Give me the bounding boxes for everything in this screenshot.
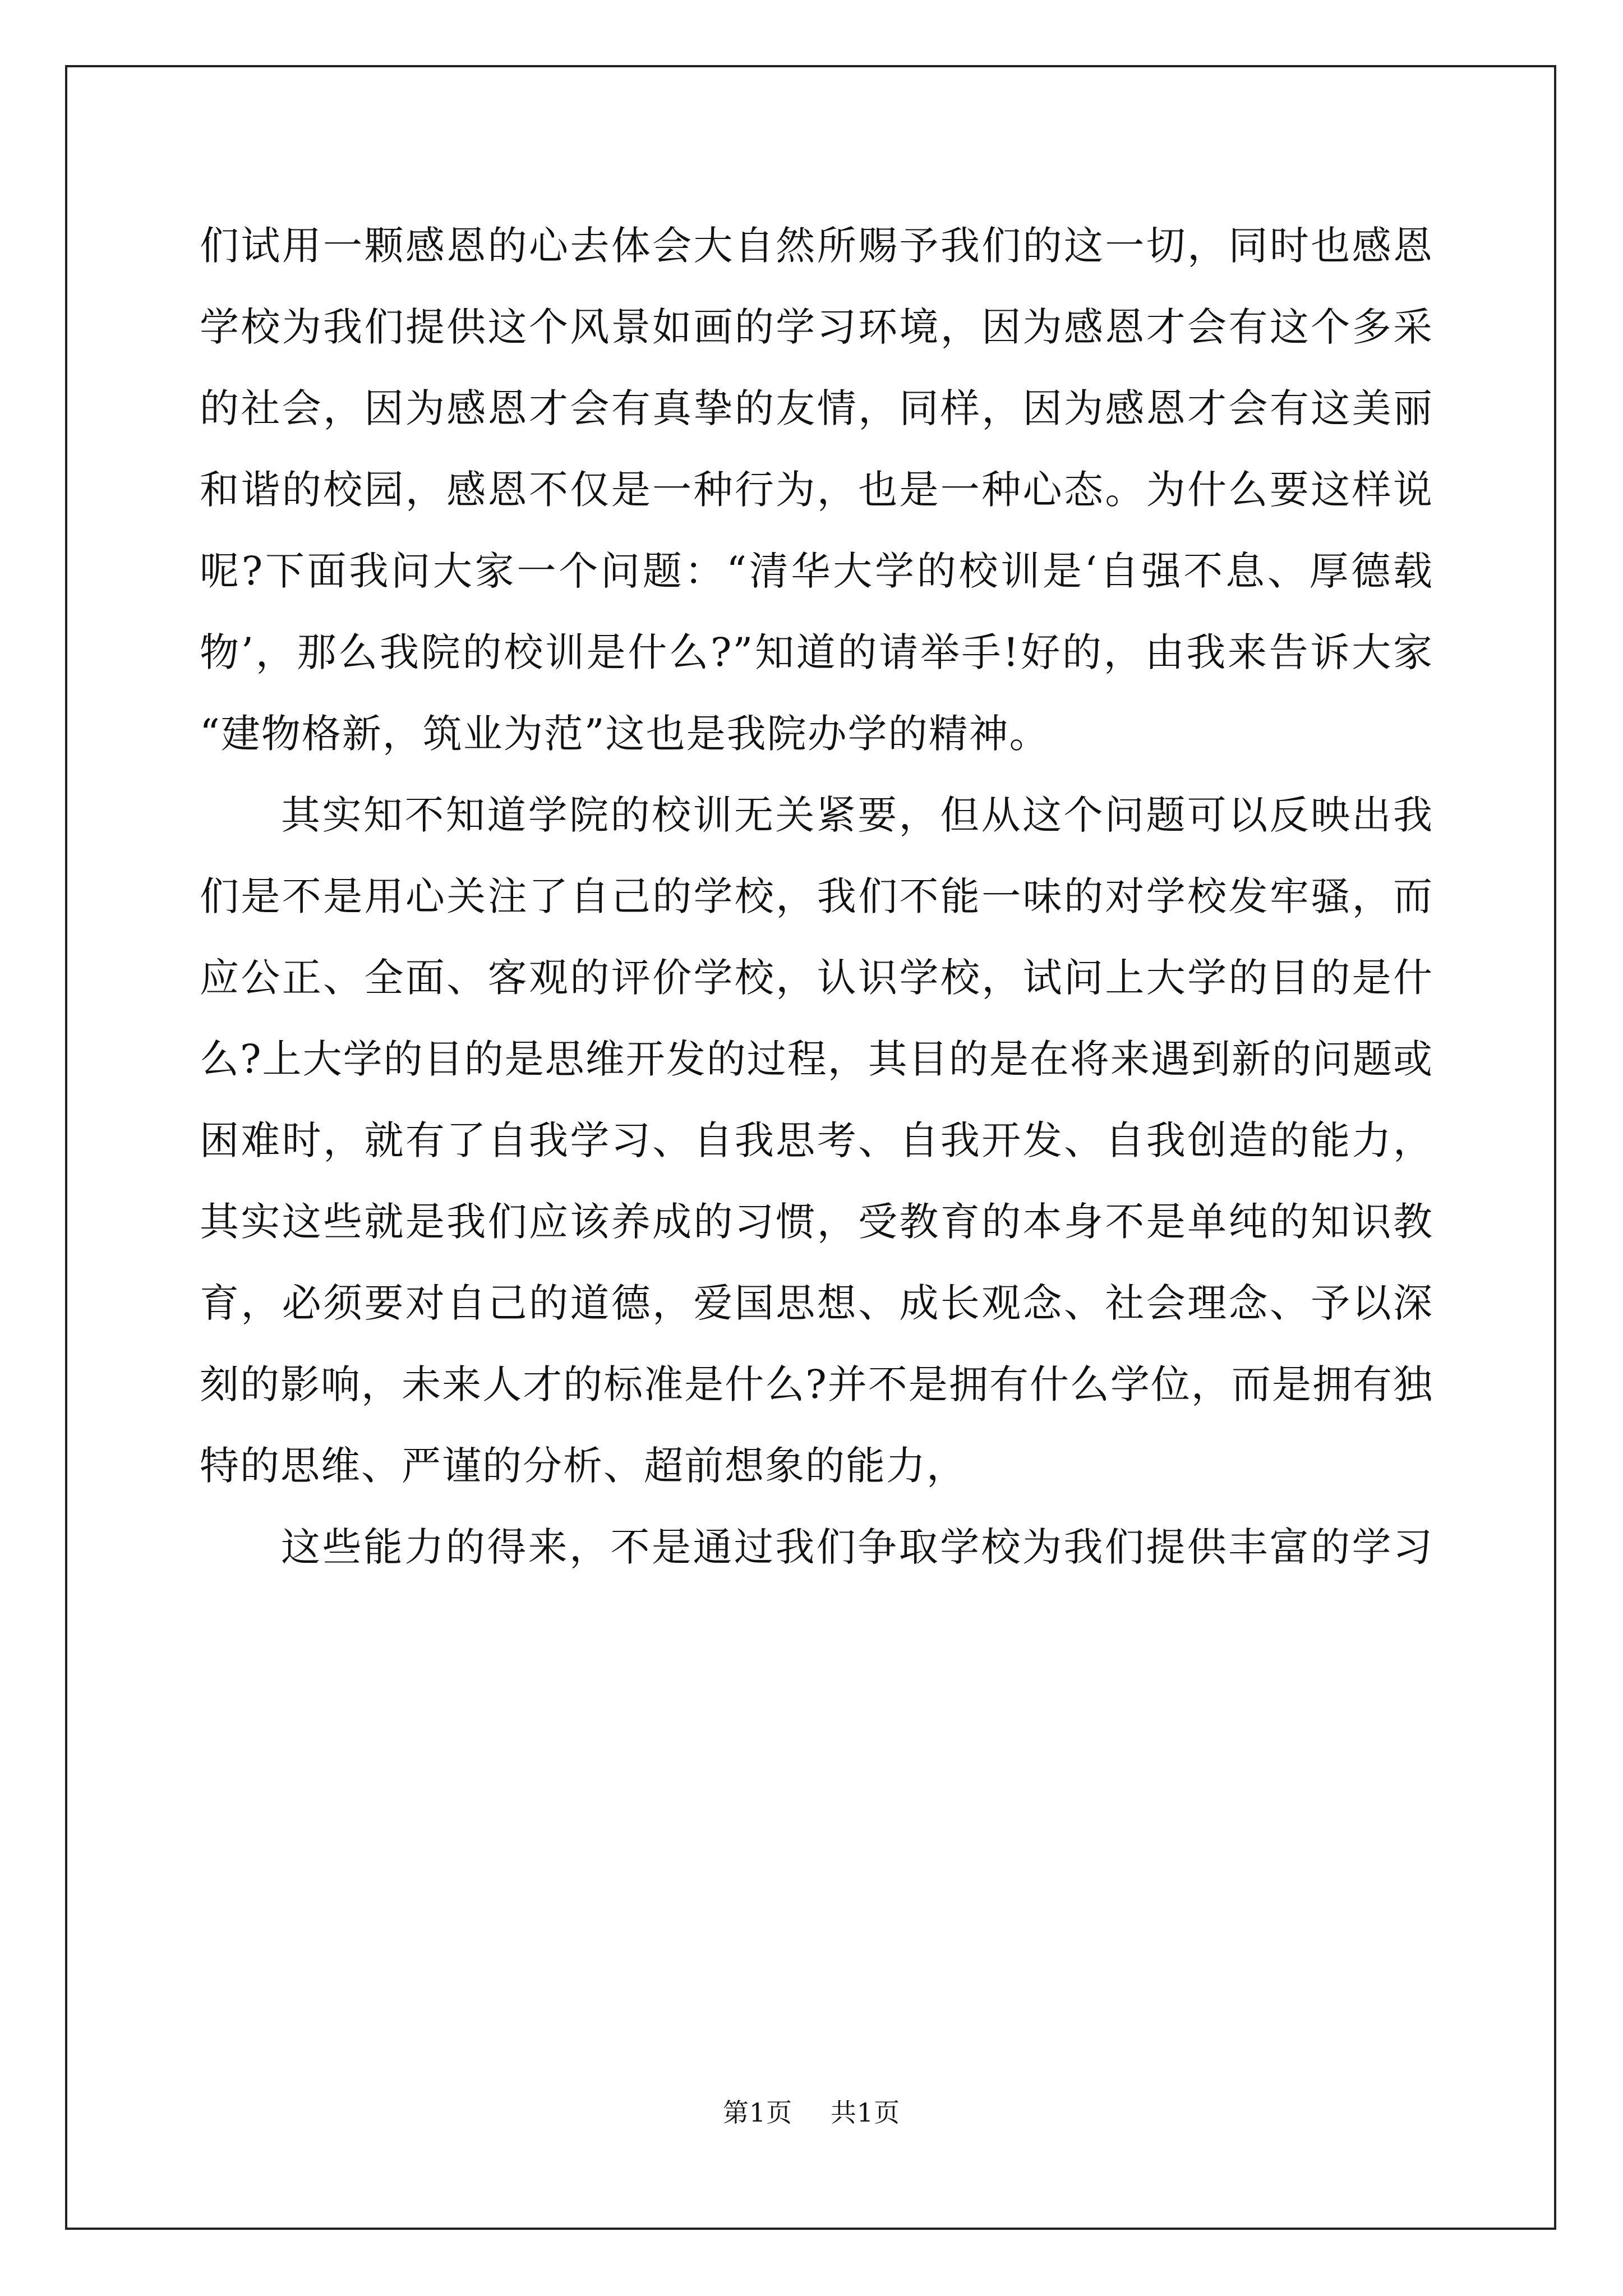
text-line: 这些能力的得来，不是通过我们争取学校为我们提供丰富的学习 — [281, 1524, 1433, 1570]
text-line: 困难时，就有了自我学习、自我思考、自我开发、自我创造的能力， — [200, 1117, 1433, 1163]
text-line: “建物格新，筑业为范”这也是我院办学的精神。 — [200, 711, 1050, 757]
text-line: 们是不是用心关注了自己的学校，我们不能一味的对学校发牢骚，而 — [200, 873, 1433, 919]
text-line: 物’，那么我院的校训是什么?”知道的请举手!好的，由我来告诉大家 — [200, 629, 1433, 675]
paragraph-3 — [200, 1507, 1433, 1588]
text-line: 其实这些就是我们应该养成的习惯，受教育的本身不是单纯的知识教 — [200, 1199, 1433, 1245]
page-number-current: 第1页 — [722, 2097, 793, 2128]
page-number-total: 共1页 — [830, 2097, 901, 2128]
text-line: 其实知不知道学院的校训无关紧要，但从这个问题可以反映出我 — [281, 792, 1433, 838]
text-line: 呢?下面我问大家一个问题：“清华大学的校训是‘自强不息、厚德载 — [200, 548, 1433, 594]
paragraph-1 — [200, 205, 1433, 775]
text-line: 和谐的校园，感恩不仅是一种行为，也是一种心态。为什么要这样说 — [200, 467, 1433, 513]
paragraph-2 — [200, 775, 1433, 1507]
text-line: 的社会，因为感恩才会有真挚的友情，同样，因为感恩才会有这美丽 — [200, 385, 1433, 431]
page-footer — [0, 2096, 1623, 2129]
text-line: 育，必须要对自己的道德，爱国思想、成长观念、社会理念、予以深 — [200, 1280, 1433, 1326]
document-body — [200, 205, 1433, 1588]
text-line: 刻的影响，未来人才的标准是什么?并不是拥有什么学位，而是拥有独 — [200, 1361, 1433, 1407]
text-line: 们试用一颗感恩的心去体会大自然所赐予我们的这一切，同时也感恩 — [200, 223, 1433, 269]
text-line: 么?上大学的目的是思维开发的过程，其目的是在将来遇到新的问题或 — [200, 1036, 1433, 1082]
text-line: 特的思维、严谨的分析、超前想象的能力， — [200, 1443, 967, 1489]
text-line: 应公正、全面、客观的评价学校，认识学校，试问上大学的目的是什 — [200, 955, 1433, 1001]
text-line: 学校为我们提供这个风景如画的学习环境，因为感恩才会有这个多采 — [200, 304, 1433, 350]
